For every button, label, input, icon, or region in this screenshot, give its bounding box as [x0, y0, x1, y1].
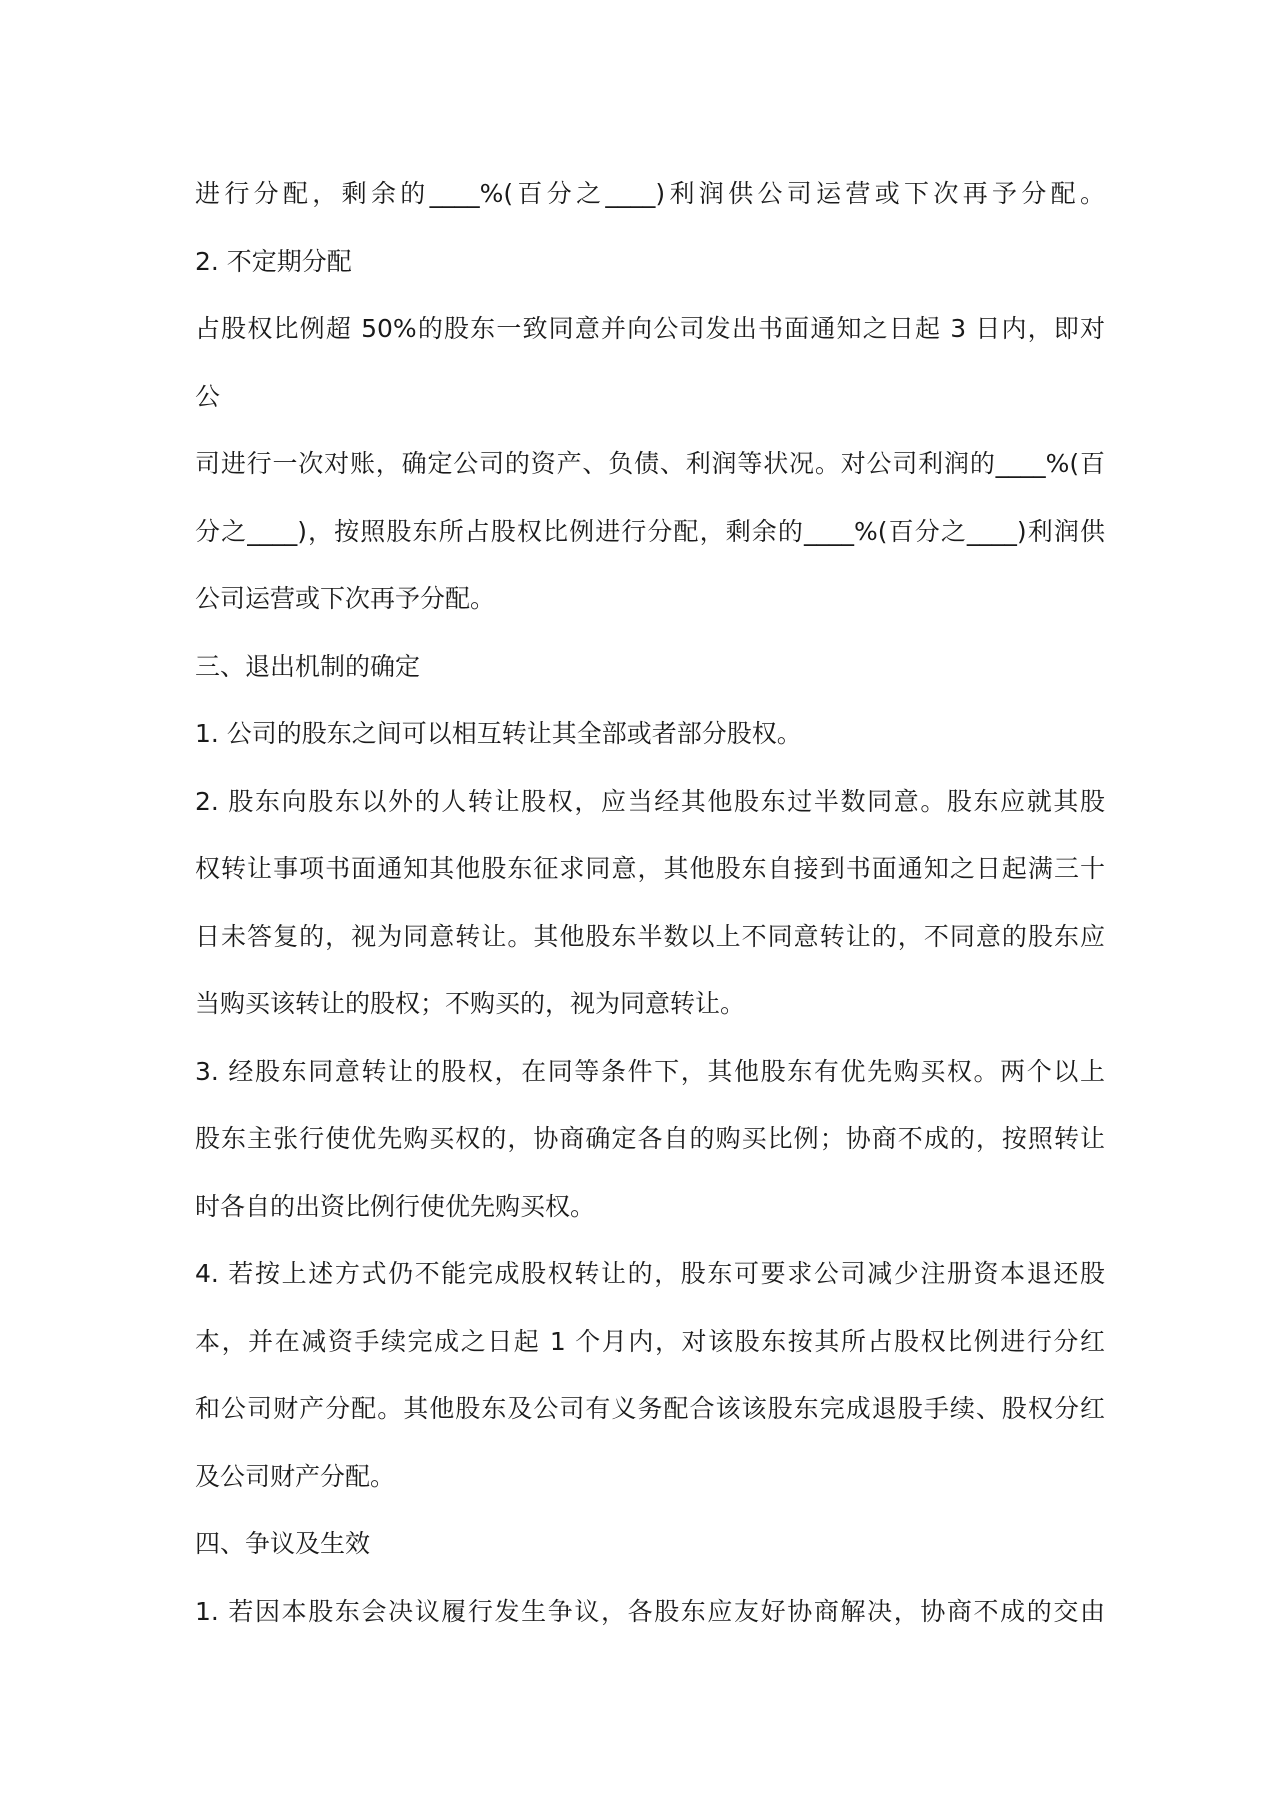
section-heading: 四、争议及生效	[195, 1529, 371, 1558]
paragraph-line: 进行分配，剩余的____%(百分之____)利润供公司运营或下次再予分配。	[195, 179, 1105, 208]
paragraph-line: 4. 若按上述方式仍不能完成股权转让的，股东可要求公司减少注册资本退还股	[195, 1259, 1105, 1288]
paragraph-line: 权转让事项书面通知其他股东征求同意，其他股东自接到书面通知之日起满三十	[195, 854, 1105, 883]
paragraph-line: 3. 经股东同意转让的股权，在同等条件下，其他股东有优先购买权。两个以上	[195, 1056, 1105, 1086]
subsection-heading: 2. 不定期分配	[195, 246, 352, 276]
paragraph-line: 公	[195, 381, 221, 411]
paragraph-line: 日未答复的，视为同意转让。其他股东半数以上不同意转让的，不同意的股东应	[195, 921, 1105, 951]
paragraph-line: 公司运营或下次再予分配。	[195, 584, 496, 613]
paragraph-line: 司进行一次对账，确定公司的资产、负债、利润等状况。对公司利润的____%(百	[195, 449, 1105, 478]
paragraph-line: 和公司财产分配。其他股东及公司有义务配合该该股东完成退股手续、股权分红	[195, 1394, 1105, 1423]
section-heading: 三、退出机制的确定	[195, 651, 421, 681]
paragraph-line: 股东主张行使优先购买权的，协商确定各自的购买比例；协商不成的，按照转让	[195, 1124, 1105, 1153]
paragraph-line: 2. 股东向股东以外的人转让股权，应当经其他股东过半数同意。股东应就其股	[195, 786, 1105, 816]
paragraph-line: 1. 公司的股东之间可以相互转让其全部或者部分股权。	[195, 719, 802, 748]
paragraph-line: 1. 若因本股东会决议履行发生争议，各股东应友好协商解决，协商不成的交由	[195, 1596, 1105, 1626]
paragraph-line: 本，并在减资手续完成之日起 1 个月内，对该股东按其所占股权比例进行分红	[195, 1326, 1105, 1356]
document-body	[195, 160, 1105, 1645]
paragraph-line: 时各自的出资比例行使优先购买权。	[195, 1191, 596, 1221]
paragraph-line: 及公司财产分配。	[195, 1461, 396, 1491]
paragraph-line: 分之____)，按照股东所占股权比例进行分配，剩余的____%(百分之____)利润供	[195, 516, 1105, 546]
paragraph-line: 当购买该转让的股权；不购买的，视为同意转让。	[195, 989, 746, 1018]
paragraph-line: 占股权比例超 50%的股东一致同意并向公司发出书面通知之日起 3 日内，即对	[195, 314, 1105, 343]
